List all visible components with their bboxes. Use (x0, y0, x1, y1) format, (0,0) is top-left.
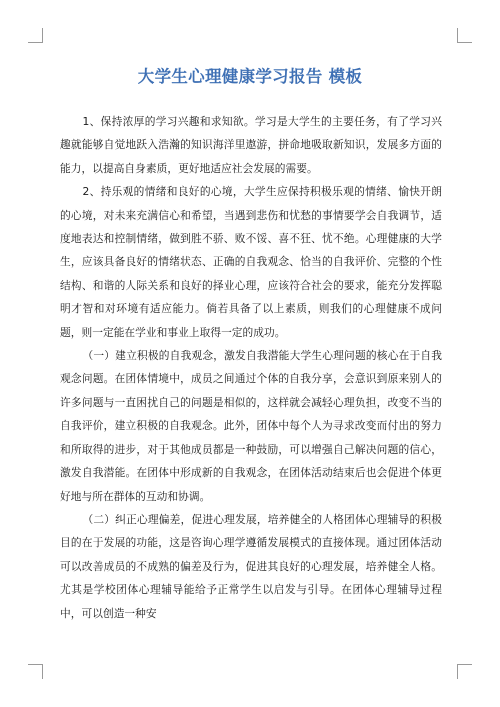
crop-mark-bottom-left (28, 664, 43, 679)
paragraph-1: 1、保持浓厚的学习兴趣和求知欲。学习是大学生的主要任务，有了学习兴趣就能够自觉地跃入浩瀚的知识海洋里遨游，拼命地吸取新知识，发展多方面的能力，以提高自身素质，更好地适应社会发展的需要。 (60, 115, 442, 175)
crop-mark-top-left (28, 28, 43, 43)
crop-mark-top-right (457, 28, 472, 43)
document-title: 大学生心理健康学习报告 模板 (137, 67, 363, 86)
paragraph-2: 2、持乐观的情绪和良好的心境，大学生应保持积极乐观的情绪、愉快开朗的心境，对未来充满信心和希望，当遇到悲伤和忧愁的事情要学会自我调节，适度地表达和控制情绪，做到胜不骄、败不馁、喜不狂、忧不绝。心理健康的大学生，应该具备良好的情绪状态、正确的自我观念、恰当的自我评价、完整的个性结构、和谐的人际关系和良好的择业心理，应该符合社会的要求，能充分发挥聪明才智和对环境有适应能力。倘若具备了以上素质，则我们的心理健康不成问题，则一定能在学业和事业上取得一定的成功。 (60, 185, 442, 339)
crop-mark-bottom-right (457, 664, 472, 679)
paragraph-3: （一）建立积极的自我观念，激发自我潜能大学生心理问题的核心在于自我观念问题。在团体情境中，成员之间通过个体的自我分享，会意识到原来别人的许多问题与一直困扰自己的问题是相似的，这样就会减轻心理负担，改变不当的自我评价，建立积极的自我观念。此外，团体中每个人为寻求改变而付出的努力和所取得的进步，对于其他成员都是一种鼓励，可以增强自己解决问题的信心，激发自我潜能。在团体中形成新的自我观念，在团体活动结束后也会促进个体更好地与所在群体的互动和协调。 (60, 349, 442, 503)
document-body (60, 110, 442, 625)
paragraph-4: （二）纠正心理偏差，促进心理发展，培养健全的人格团体心理辅导的积极目的在于发展的功能，这是咨询心理学遵循发展模式的直接体现。通过团体活动可以改善成员的不成熟的偏差及行为，促进其良好的心理发展，培养健全人格。尤其是学校团体心理辅导能给予正常学生以启发与引导。在团体心理辅导过程中，可以创造一种安 (60, 512, 442, 620)
